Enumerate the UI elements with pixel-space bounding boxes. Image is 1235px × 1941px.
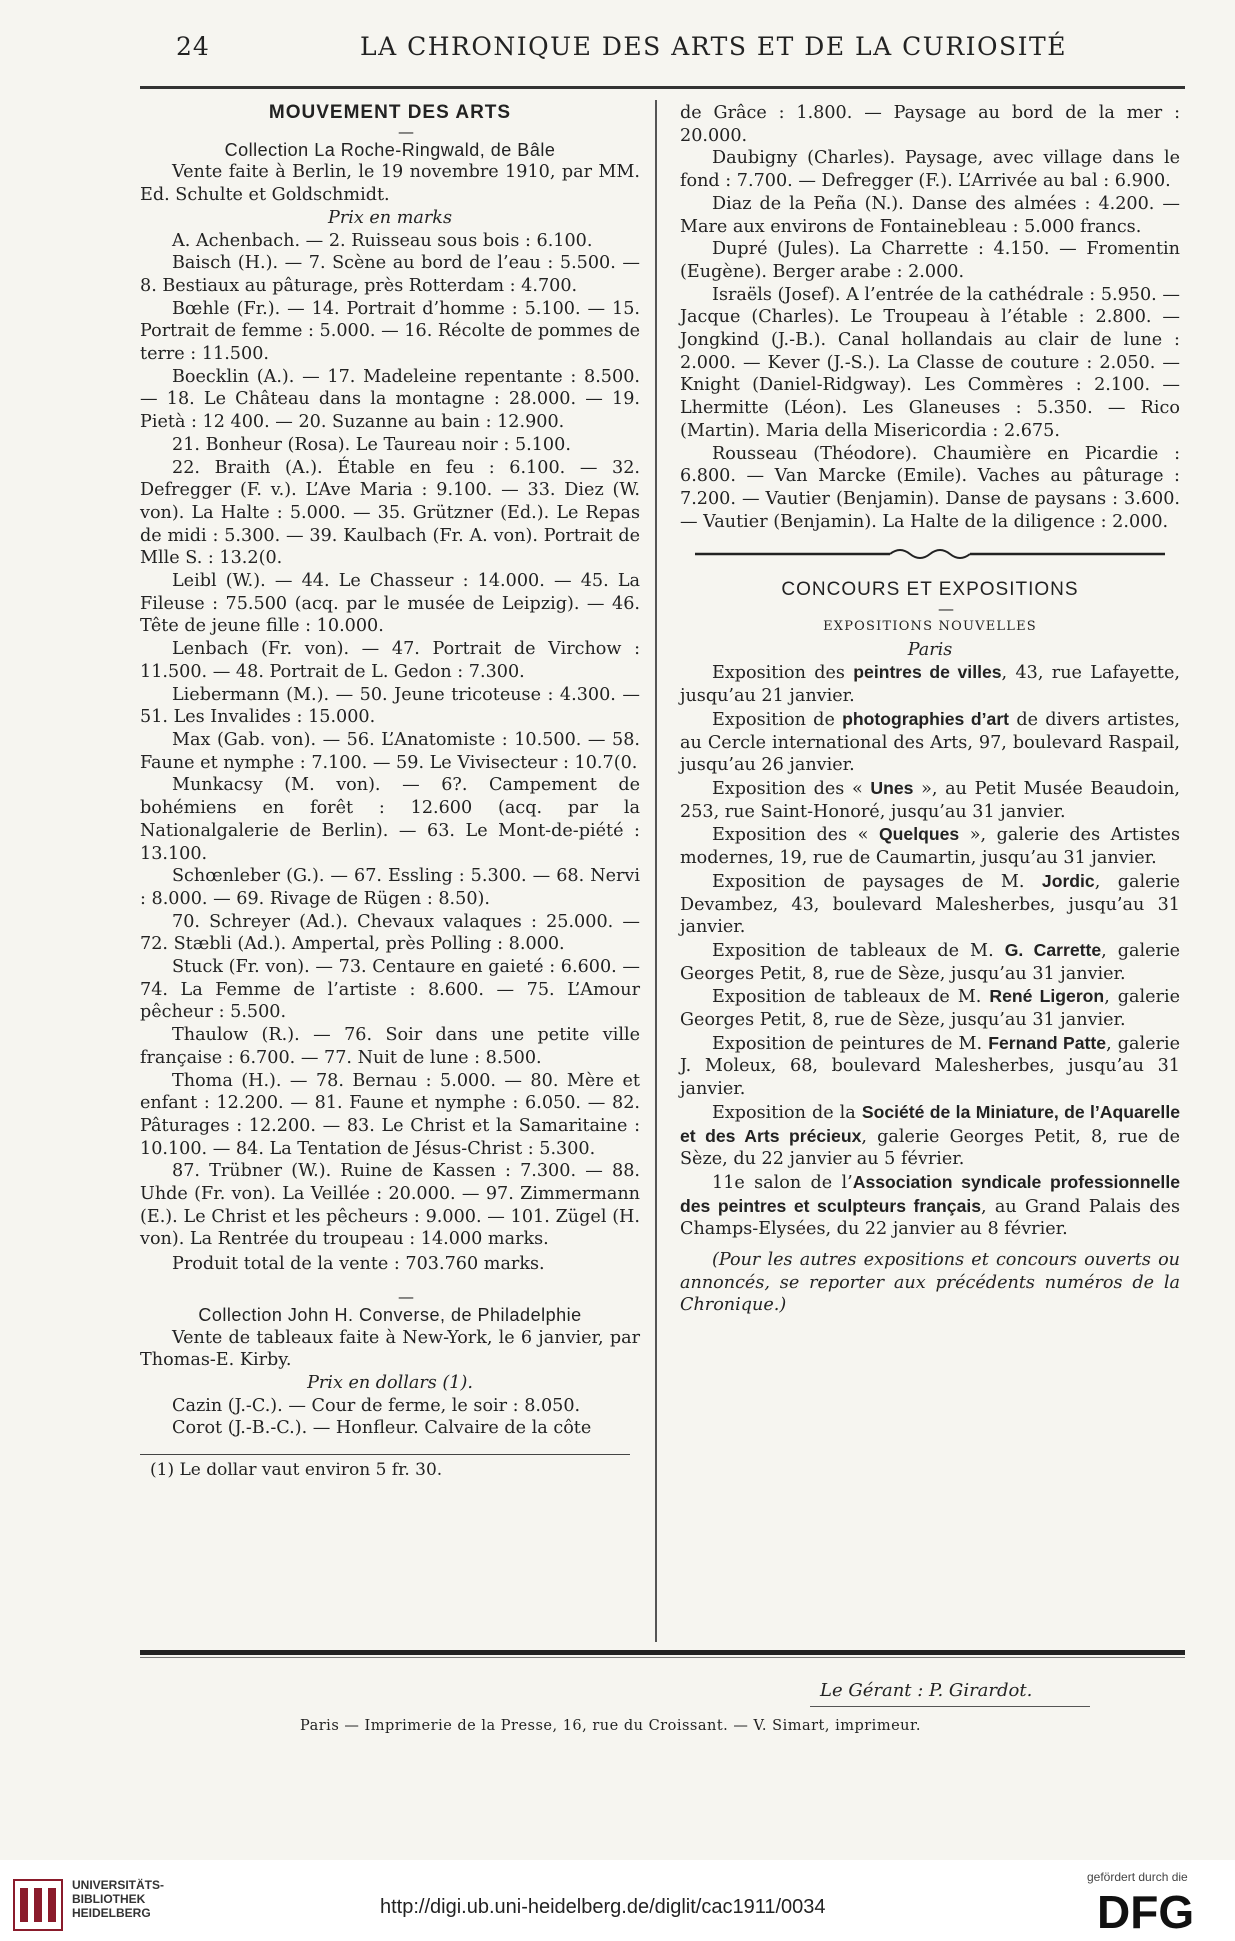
subsection-title: EXPOSITIONS NOUVELLES (823, 619, 1037, 635)
sale-entry: Diaz de la Peña (N.). Danse des almées : 4.200. — Mare aux environs de Fontainebleau : 5.000 francs. (680, 193, 1180, 237)
prices-caption: Prix en dollars (1). (307, 1372, 473, 1393)
exhibition-entry: Exposition des peintres de villes, 43, rue Lafayette, jusqu’au 21 janvier. (680, 662, 1180, 707)
sale-entry: Cazin (J.-C.). — Cour de ferme, le soir : 8.050. (172, 1395, 581, 1416)
prices-caption: Prix en marks (328, 207, 452, 228)
editorial-note: (Pour les autres expositions et concours ouverts ou annoncés, se reporter aux précédents numéros de la Chronique.) (680, 1250, 1180, 1316)
sale-entry: Corot (J.-B.-C.). — Honfleur. Calvaire de la côte (172, 1418, 592, 1439)
sale-entry: Israëls (Josef). A l’entrée de la cathédrale : 5.950. — Jacque (Charles). Le Troupeau à l’étable : 2.800. — Jongkind (J.-B.). Canal hollandais au clair de lune : 2.000. — Kever (J.-S.). La Classe de couture : 2.050. — Knight (Daniel-Ridgway). Les Commères : 2.100. — Lhermitte (Léon). Les Glaneuses : 5.350. — Rico (Martin). Maria della Misericordia : 2.675. (680, 284, 1180, 441)
exhibition-entry: Exposition de photographies d’art de divers artistes, au Cercle international des Arts, 97, boulevard Raspail, jusqu’au 26 janvier. (680, 708, 1180, 776)
exhibition-entry: Exposition de la Société de la Miniature, de l’Aquarelle et des Arts précieux, galerie Georges Petit, 8, rue de Sèze, du 22 janvier au 5 février. (680, 1101, 1180, 1170)
exhibition-entry: 11e salon de l’Association syndicale professionnelle des peintres et sculpteurs français, au Grand Palais des Champs-Elysées, du 22 janvier au 8 février. (680, 1171, 1180, 1240)
section-title-concours: CONCOURS ET EXPOSITIONS (781, 579, 1079, 601)
sale-entry: Thoma (H.). — 78. Bernau : 5.000. — 80. Mère et enfant : 12.200. — 81. Faune et nymphe : 6.050. — 82. Pâturages : 12.200. — 83. Le Christ et la Samaritaine : 10.100. — 84. La Tentation de Jésus-Christ : 5.300. (140, 1070, 640, 1159)
digitization-footer (0, 1860, 1235, 1941)
sale-entry: Daubigny (Charles). Paysage, avec village dans le fond : 7.700. — Defregger (F.). L’Arrivée au bal : 6.900. (680, 148, 1180, 192)
sale-entry: Liebermann (M.). — 50. Jeune tricoteuse : 4.300. — 51. Les Invalides : 15.000. (140, 684, 640, 728)
sale-entry: Baisch (H.). — 7. Scène au bord de l’eau : 5.500. — 8. Bestiaux au pâturage, près Rotterdam : 4.700. (140, 253, 640, 296)
footnote-rule (140, 1454, 630, 1455)
sale-entry: Lenbach (Fr. von). — 47. Portrait de Virchow : 11.500. — 48. Portrait de L. Gedon : 7.300. (140, 639, 640, 682)
title-dash: — (938, 599, 954, 619)
collection-title-roche-ringwald: Collection La Roche-Ringwald, de Bâle (224, 139, 556, 160)
dfg-logo-icon (1095, 1888, 1220, 1932)
page-number: 24 (176, 32, 210, 61)
page-header (170, 28, 1170, 64)
sale-entry: Munkacsy (M. von). — 6?. Campement de bohémiens en forêt : 12.600 (acq. par la Nationalgalerie de Berlin). — 63. Le Mont-de-piété : 13.100. (140, 775, 640, 864)
sale-entry: Bœhle (Fr.). — 14. Portrait d’homme : 5.100. — 15. Portrait de femme : 5.000. — 16. Récolte de pommes de terre : 11.500. (140, 298, 640, 365)
exhibition-entry: Exposition de tableaux de M. G. Carrette, galerie Georges Petit, 8, rue de Sèze, jusqu’au 31 janvier. (680, 939, 1180, 984)
header-rule (140, 86, 1185, 89)
sale-entry: Leibl (W.). — 44. Le Chasseur : 14.000. — 45. La Fileuse : 75.500 (acq. par le musée de Leipzig). — 46. Tête de jeune fille : 10.000. (140, 571, 640, 637)
footnote: (1) Le dollar vaut environ 5 fr. 30. (150, 1460, 443, 1481)
gerant-signature: Le Gérant : P. Girardot. (820, 1680, 1033, 1701)
permalink-url[interactable]: http://digi.ub.uni-heidelberg.de/diglit/cac1911/0034 (380, 1896, 826, 1918)
title-dash: — (398, 121, 414, 141)
left-column (140, 102, 640, 1482)
exhibition-entry: Exposition de peintures de M. Fernand Patte, galerie J. Moleux, 68, boulevard Malesherbes, jusqu’au 31 janvier. (680, 1032, 1180, 1100)
exhibition-entry: Exposition de paysages de M. Jordic, galerie Devambez, 43, boulevard Malesherbes, jusqu’au 31 janvier. (680, 870, 1180, 938)
exhibition-entry: Exposition de tableaux de M. René Ligeron, galerie Georges Petit, 8, rue de Sèze, jusqu’au 31 janvier. (680, 986, 1181, 1031)
sale-entry: 21. Bonheur (Rosa). Le Taureau noir : 5.100. (172, 434, 571, 455)
funding-note: gefördert durch die (1087, 1870, 1188, 1884)
exhibition-entry: Exposition des « Unes », au Petit Musée Beaudoin, 253, rue Saint-Honoré, jusqu’au 31 janvier. (680, 777, 1180, 822)
exhibition-entry: Exposition des « Quelques », galerie des Artistes modernes, 19, rue de Caumartin, jusqu’au 31 janvier. (680, 824, 1180, 869)
printer-imprint: Paris — Imprimerie de la Presse, 16, rue du Croissant. — V. Simart, imprimeur. (300, 1718, 921, 1734)
sale-entry: Boecklin (A.). — 17. Madeleine repentante : 8.500. — 18. Le Château dans la montagne : 28.000. — 19. Pietà : 12 400. — 20. Suzanne au bain : 12.900. (140, 366, 640, 433)
collection-title-converse: Collection John H. Converse, de Philadelphie (198, 1304, 582, 1325)
ornament-graphic (695, 543, 1165, 565)
separator-dash: — (398, 1286, 414, 1306)
sale-entry: Thaulow (R.). — 76. Soir dans une petite ville française : 6.700. — 77. Nuit de lune : 8.500. (140, 1025, 640, 1068)
sale-entry: 87. Trübner (W.). Ruine de Kassen : 7.300. — 88. Uhde (Fr. von). La Veillée : 20.000. — 97. Zimmermann (E.). Le Christ et les pêcheurs : 9.000. — 101. Zügel (H. von). La Rentrée du troupeau : 14.000 marks. (140, 1161, 640, 1250)
sale-entry: Stuck (Fr. von). — 73. Centaure en gaieté : 6.600. — 74. La Femme de l’artiste : 8.600. — 75. L’Amour pêcheur : 5.500. (140, 957, 640, 1023)
bottom-rule-thin (140, 1657, 1185, 1658)
collection-intro: Vente de tableaux faite à New-York, le 6 janvier, par Thomas-E. Kirby. (140, 1327, 640, 1371)
library-name: UNIVERSITÄTS- BIBLIOTHEK HEIDELBERG (72, 1878, 165, 1920)
sale-entry: 22. Braith (A.). Étable en feu : 6.100. — 32. Defregger (F. v.). L’Ave Maria : 9.100. — 33. Diez (W. von). La Halte : 5.000. — 35. Grützner (Ed.). Le Repas de midi : 5.300. — 39. Kaulbach (Fr. A. von). Portrait de Mlle S. : 13.2(0. (140, 457, 640, 569)
svg-text:DFG: DFG (1097, 1888, 1195, 1932)
sale-entry: Schœnleber (G.). — 67. Essling : 5.300. — 68. Nervi : 8.000. — 69. Rivage de Rügen : 8.50). (140, 866, 640, 909)
column-divider (655, 100, 657, 1642)
sale-entry: 70. Schreyer (Ad.). Chevaux valaques : 25.000. — 72. Stæbli (Ad.). Ampertal, près Polling : 8.000. (140, 911, 640, 955)
city-heading: Paris (907, 639, 953, 660)
section-title-mouvement: MOUVEMENT DES ARTS (268, 102, 512, 123)
gerant-rule (810, 1706, 1090, 1707)
sale-entry: de Grâce : 1.800. — Paysage au bord de la mer : 20.000. (680, 103, 1180, 146)
university-library-logo-icon (12, 1878, 64, 1932)
sale-total: Produit total de la vente : 703.760 marks. (172, 1254, 545, 1275)
right-column (680, 102, 1180, 1317)
collection-intro: Vente faite à Berlin, le 19 novembre 1910, par MM. Ed. Schulte et Goldschmidt. (140, 162, 640, 206)
sale-entry: Max (Gab. von). — 56. L’Anatomiste : 10.500. — 58. Faune et nymphe : 7.100. — 59. Le Vivisecteur : 10.7(0. (140, 729, 640, 773)
bottom-rule (140, 1650, 1185, 1655)
sale-entry: Dupré (Jules). La Charrette : 4.150. — Fromentin (Eugène). Berger arabe : 2.000. (680, 239, 1180, 282)
sale-entry: A. Achenbach. — 2. Ruisseau sous bois : 6.100. (172, 230, 593, 251)
running-title: LA CHRONIQUE DES ARTS ET DE LA CURIOSITÉ (360, 32, 1067, 61)
sale-entry: Rousseau (Théodore). Chaumière en Picardie : 6.800. — Van Marcke (Emile). Vaches au pâturage : 7.200. — Vautier (Benjamin). Danse de paysans : 3.600. — Vautier (Benjamin). La Halte de la diligence : 2.000. (680, 443, 1180, 532)
ornamental-rule (695, 543, 1165, 565)
